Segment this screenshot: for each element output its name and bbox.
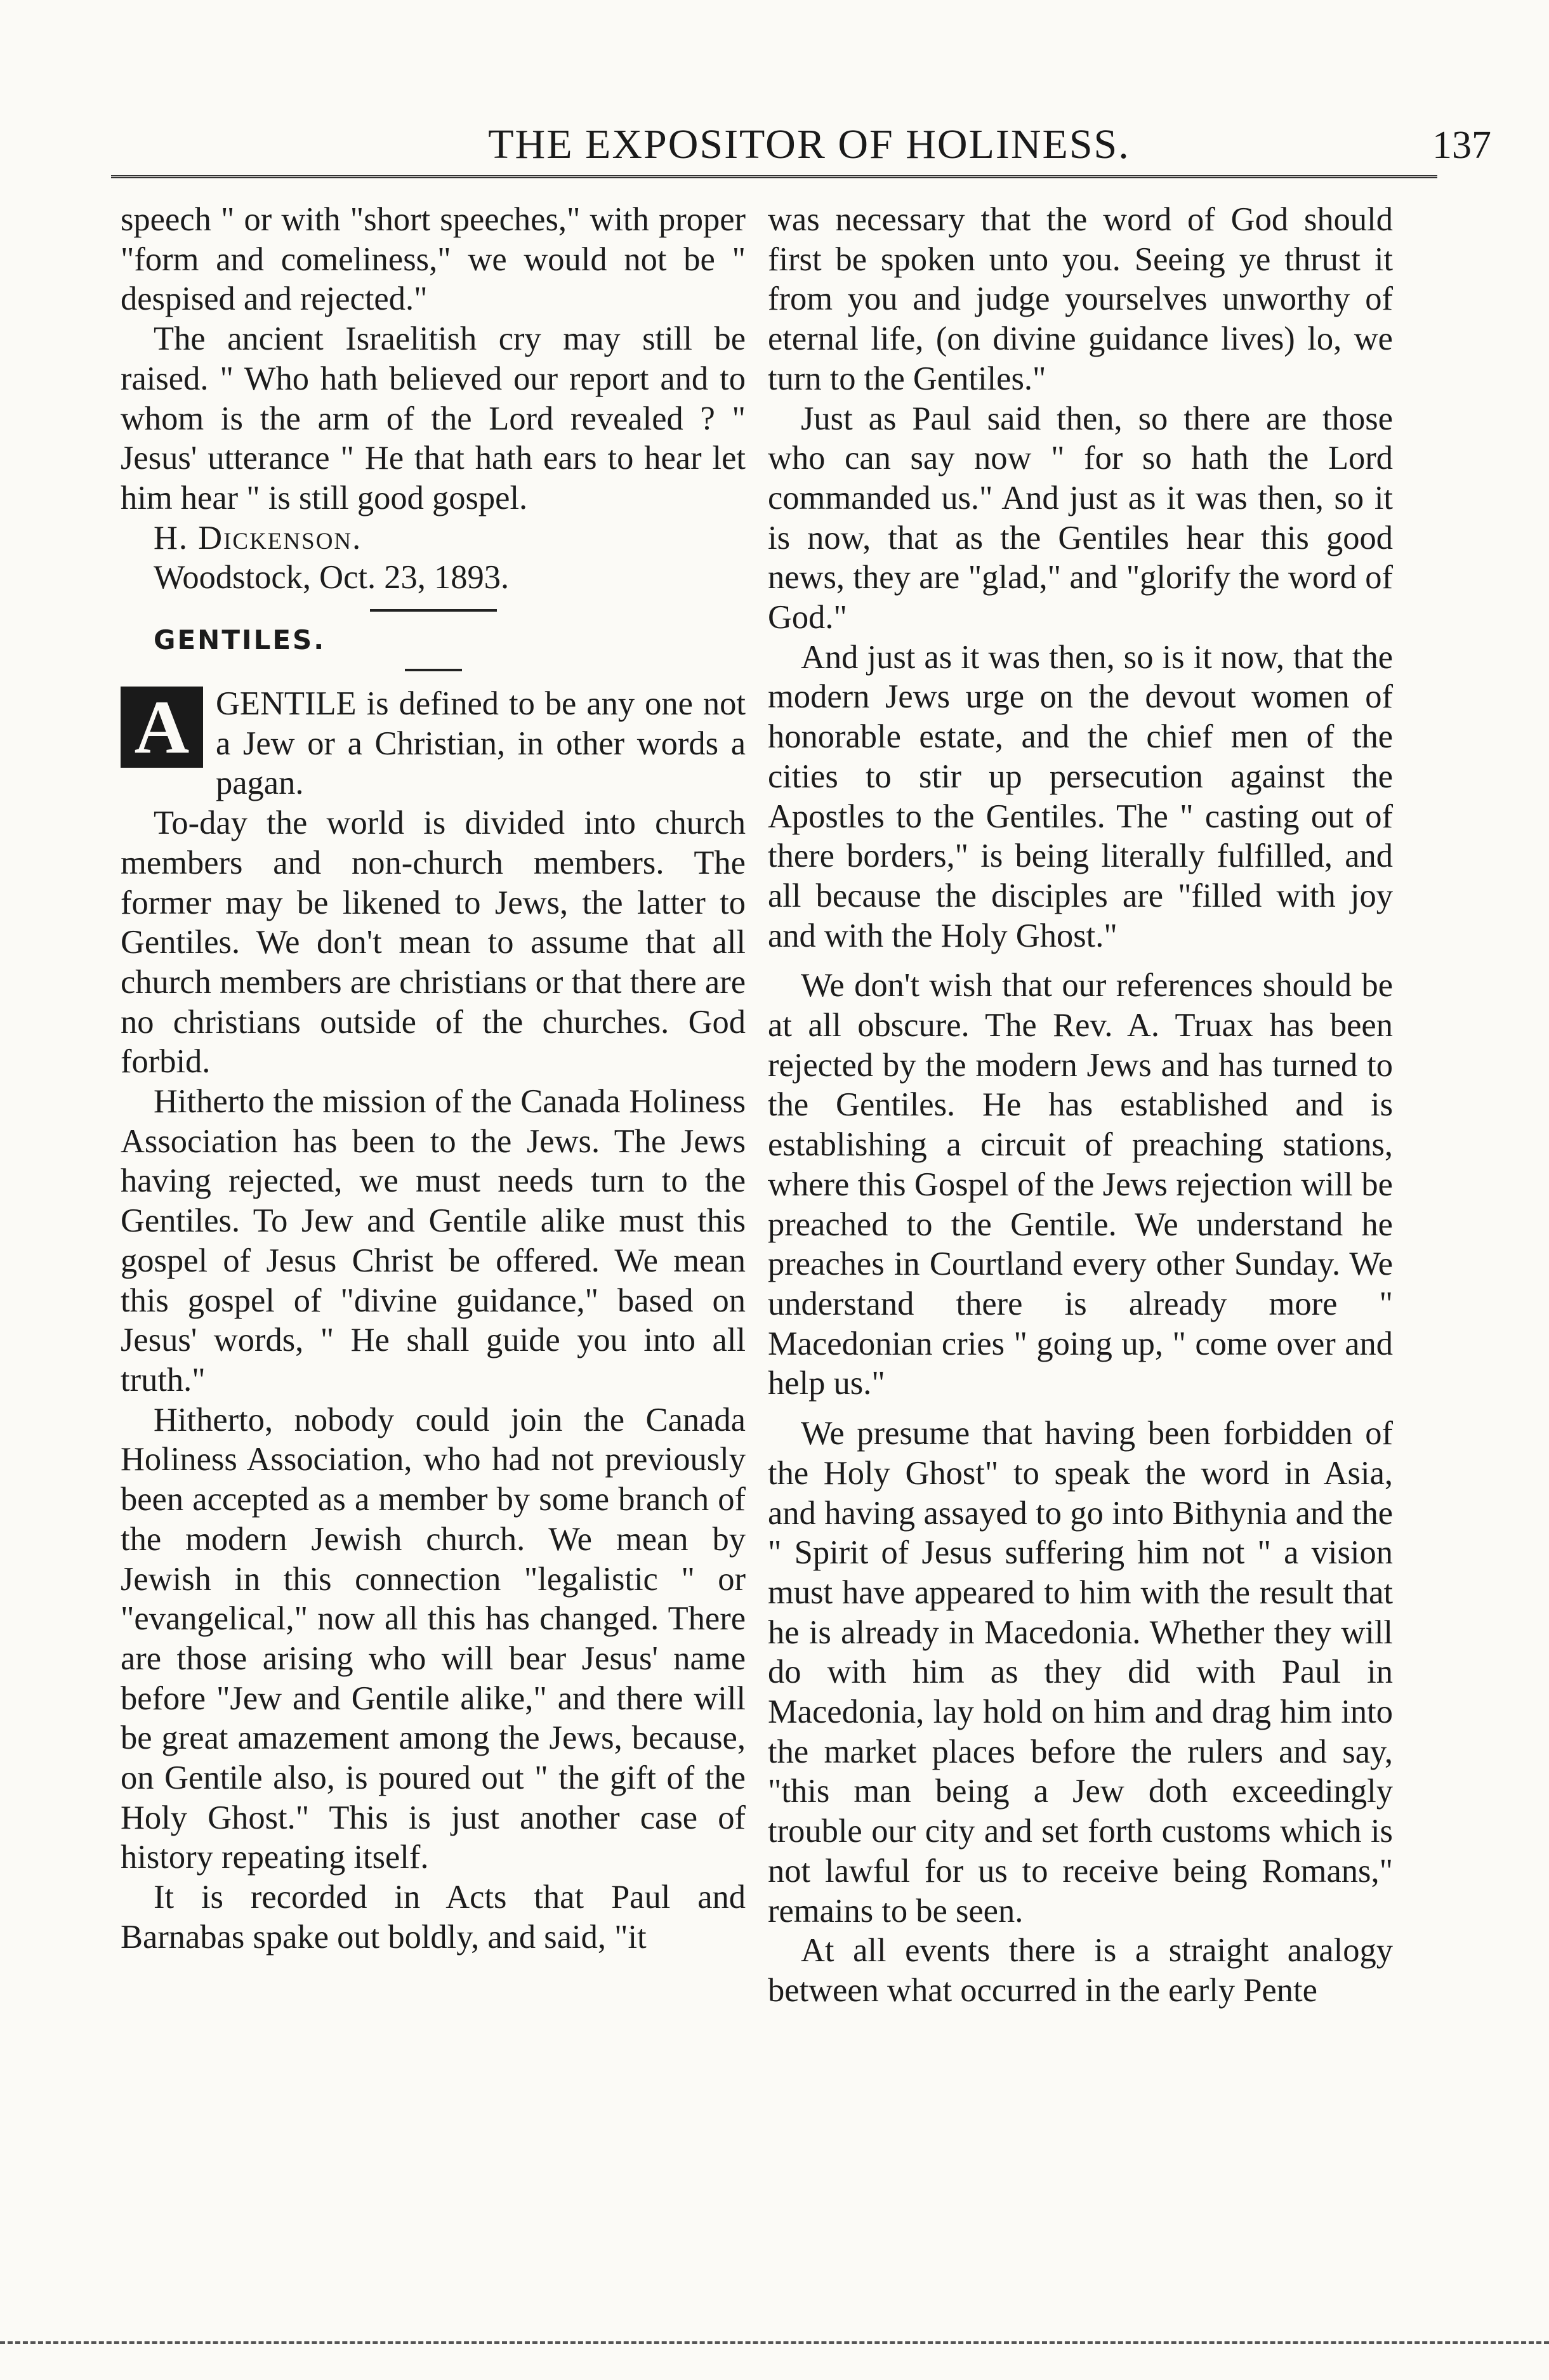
dateline: Woodstock, Oct. 23, 1893.	[154, 559, 510, 596]
paragraph: Hitherto the mission of the Canada Holiness Association has been to the Jews. The Jews having rejected, we must needs turn to the Gentiles. To Jew and Gentile alike must this gospel of Jesus Christ be offered. We mean this gospel of "divine guidance," based on Jesus' words, " He shall guide you into all truth."	[121, 1083, 746, 1398]
right-column	[768, 200, 1393, 2011]
page-bottom-rule	[0, 2341, 1549, 2344]
paragraph: The ancient Israelitish cry may still be raised. " Who hath believed our report and to whom is the arm of the Lord revealed ? " Jesus' utterance " He that hath ears to hear let him hear " is still good gospel.	[121, 320, 746, 516]
opening-paragraph	[121, 684, 746, 803]
paragraph: speech " or with "short speeches," with proper "form and comeliness," we would not be " despised and rejected."	[121, 201, 746, 318]
left-column	[121, 200, 746, 1957]
paragraph: We presume that having been forbidden of the Holy Ghost" to speak the word in Asia, and having assayed to go into Bithynia and the " Spirit of Jesus suffering him not " a vision must have appeared to him with the result that he is already in Macedonia. Whether they will do with him as they did with Paul in Macedonia, lay hold on him and drag him into the market places before the rulers and say, "this man being a Jew doth exceedingly trouble our city and set forth customs which is not lawful for us to receive being Romans," remains to be seen.	[768, 1415, 1393, 1930]
title-underline	[405, 669, 462, 671]
paragraph: GENTILE is defined to be any one not a Jew or a Christian, in other words a pagan.	[216, 685, 746, 802]
paragraph: To-day the world is divided into church members and non-church members. The former may be likened to Jews, the latter to Gentiles. We don't mean to assume that all church members are christians or that there are no christians outside of the churches. God forbid.	[121, 805, 746, 1081]
paragraph: Just as Paul said then, so there are those who can say now " for so hath the Lord commanded us." And just as it was then, so it is now, that as the Gentiles hear this good news, they are "glad," and "glorify the word of God."	[768, 400, 1393, 636]
paragraph: was necessary that the word of God should first be spoken unto you. Seeing ye thrust it from you and judge yourselves unworthy of eternal life, (on divine guidance lives) lo, we turn to the Gentiles."	[768, 201, 1393, 397]
page-header	[111, 114, 1523, 190]
author-signature: H. Dickenson.	[154, 519, 362, 556]
running-title: THE EXPOSITOR OF HOLINESS.	[488, 121, 1130, 168]
paragraph: It is recorded in Acts that Paul and Barnabas spake out boldly, and said, "it	[121, 1879, 746, 1956]
page-number: 137	[1432, 124, 1491, 167]
ornamental-dropcap: A	[121, 687, 203, 768]
paragraph-gap	[768, 956, 1393, 966]
paragraph: We don't wish that our references should be at all obscure. The Rev. A. Truax has been rejected by the modern Jews and has turned to the Gentiles. He has established and is establishing a circuit of preaching stations, where this Gospel of the Jews rejection will be preached to the Gentile. We understand he preaches in Courtland every other Sunday. We understand there is already more " Macedonian cries " going up, " come over and help us."	[768, 967, 1393, 1402]
section-title: GENTILES.	[154, 624, 326, 656]
paragraph: Hitherto, nobody could join the Canada Holiness Association, who had not previously been accepted as a member by some branch of the modern Jewish church. We mean by Jewish in this connection "legalistic " or "evangelical," now all this has changed. There are those arising who will bear Jesus' name before "Jew and Gentile alike," and there will be great amazement among the Jews, because, on Gentile also, is poured out " the gift of the Holy Ghost." This is just another case of history repeating itself.	[121, 1401, 746, 1876]
paragraph-gap	[768, 1404, 1393, 1414]
section-divider	[370, 609, 497, 612]
header-rule	[111, 175, 1437, 178]
paragraph: At all events there is a straight analogy between what occurred in the early Pente	[768, 1932, 1393, 2009]
paragraph: And just as it was then, so is it now, that the modern Jews urge on the devout women of honorable estate, and the chief men of the cities to stir up persecution against the Apostles to the Gentiles. The " casting out of there borders," is being literally fulfilled, and all because the disciples are "filled with joy and with the Holy Ghost."	[768, 638, 1393, 954]
